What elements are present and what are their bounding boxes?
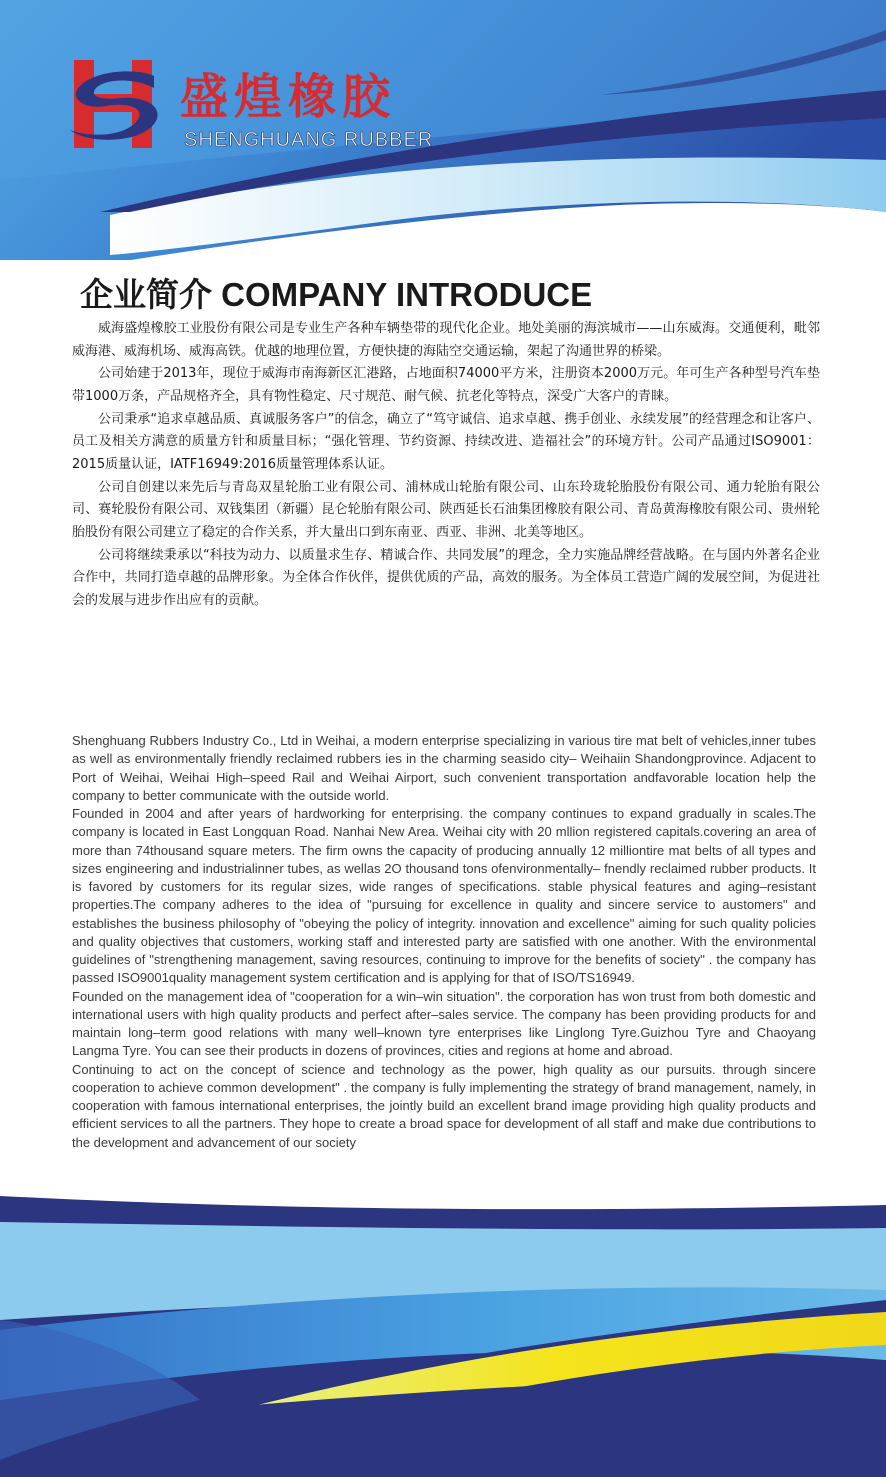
intro-en-paragraph: Shenghuang Rubbers Industry Co., Ltd in Weihai, a modern enterprise specializing in various tire mat belt of vehicles,inner tubes as well as environmentally friendly reclaimed rubbers ies in the charming seasido city– Weihaiin Shandongprovince. Adjacent to Port of Weihai, Weihai High–speed Rail and Weihai Airport, such convenient transportation andfavorable location help the company to better communicate with the outside world. (72, 733, 816, 803)
intro-cn-paragraph: 威海盛煌橡胶工业股份有限公司是专业生产各种车辆垫带的现代化企业。地处美丽的海滨城市——山东威海。交通便利，毗邻威海港、威海机场、威海高铁。优越的地理位置，方便快捷的海陆空交通运输，架起了沟通世界的桥梁。 (72, 321, 820, 359)
section-title: 企业简介 COMPANY INTRODUCE (80, 276, 593, 313)
intro-cn-paragraph: 公司始建于2013年，现位于威海市南海新区汇港路，占地面积74000平方米，注册资本2000万元。年可生产各种型号汽车垫带1000万条，产品规格齐全，具有物性稳定、尺寸规范、耐气候、抗老化等特点，深受广大客户的青睐。 (72, 366, 820, 404)
intro-en-paragraph: Continuing to act on the concept of science and technology as the power, high quality as our pursuits. through sincere cooperation to achieve common development" . the company is fully implementing the strategy of brand management, namely, in cooperation with famous international enterprises, the jointly build an excellent brand image providing high quality products and efficient services to all the partners. They hope to create a broad space for development of all staff and make due contributions to the development and advancement of our society (72, 1061, 816, 1150)
intro-cn (72, 318, 820, 613)
brand-name-cn: 盛煌橡胶 (180, 69, 397, 125)
intro-cn-paragraph: 公司秉承“追求卓越品质、真诚服务客户”的信念，确立了“笃守诚信、追求卓越、携手创业、永续发展”的经营理念和让客户、员工及相关方满意的质量方针和质量目标；“强化管理、节约资源、持续改进、造福社会”的环境方针。公司产品通过ISO9001：2015质量认证，IATF16949:2016质量管理体系认证。 (72, 411, 820, 472)
intro-en (72, 732, 816, 1152)
intro-en-paragraph: Founded in 2004 and after years of hardworking for enterprising. the company continues to expand gradually in scales.The company is located in East Longquan Road. Nanhai New Area. Weihai city with 20 mllion registered capitals.covering an area of more than 74thousand square meters. The firm owns the capacity of producing annually 12 milliontire mat belts of all types and sizes engineering and industrialinner tubes, as wellas 2O thousand tons ofenvironmentally– fnendly reclaimed rubber products. It is favored by customers for its regular sizes, wide ranges of specifications. stable physical features and aging–resistant properties.The company adheres to the idea of "pursuing for excellence in quality and sincere service to austomers" and establishes the business philosophy of "obeying the policy of integrity. innovation and excellence" aiming for such quality policies and quality objectives that customers, working staff and interested party are satisfied with one another. With the environmental guidelines of "strengthening management, saving resources, continuing to improve for the benefits of society" . the company has passed ISO9001quality management system certification and is applying for that of ISO/TS16949. (72, 806, 816, 986)
brand-name-en: SHENGHUANG RUBBER (184, 129, 434, 151)
intro-cn-paragraph: 公司自创建以来先后与青岛双星轮胎工业有限公司、浦林成山轮胎有限公司、山东玲珑轮胎股份有限公司、通力轮胎有限公司、赛轮股份有限公司、双钱集团（新疆）昆仑轮胎有限公司、陕西延长石油集团橡胶有限公司、青岛黄海橡胶有限公司、贵州轮胎股份有限公司建立了稳定的合作关系，并大量出口到东南亚、西亚、非洲、北美等地区。 (72, 479, 820, 540)
sh-logo-icon (66, 58, 162, 150)
intro-cn-paragraph: 公司将继续秉承以“科技为动力、以质量求生存、精诚合作、共同发展”的理念，全力实施品牌经营战略。在与国内外著名企业合作中，共同打造卓越的品牌形象。为全体合作伙伴，提供优质的产品，高效的服务。为全体员工营造广阔的发展空间，为促进社会的发展与进步作出应有的贡献。 (72, 547, 820, 608)
intro-en-paragraph: Founded on the management idea of "cooperation for a win–win situation". the corporation has won trust from both domestic and international users with high quality products and perfect after–sales service. The company has been providing products for and maintain long–term good relations with many well–known tyre enterprises like Linglong Tyre.Guizhou Tyre and Chaoyang Langma Tyre. You can see their products in dozens of provinces, cities and regions at home and abroad. (72, 988, 816, 1059)
